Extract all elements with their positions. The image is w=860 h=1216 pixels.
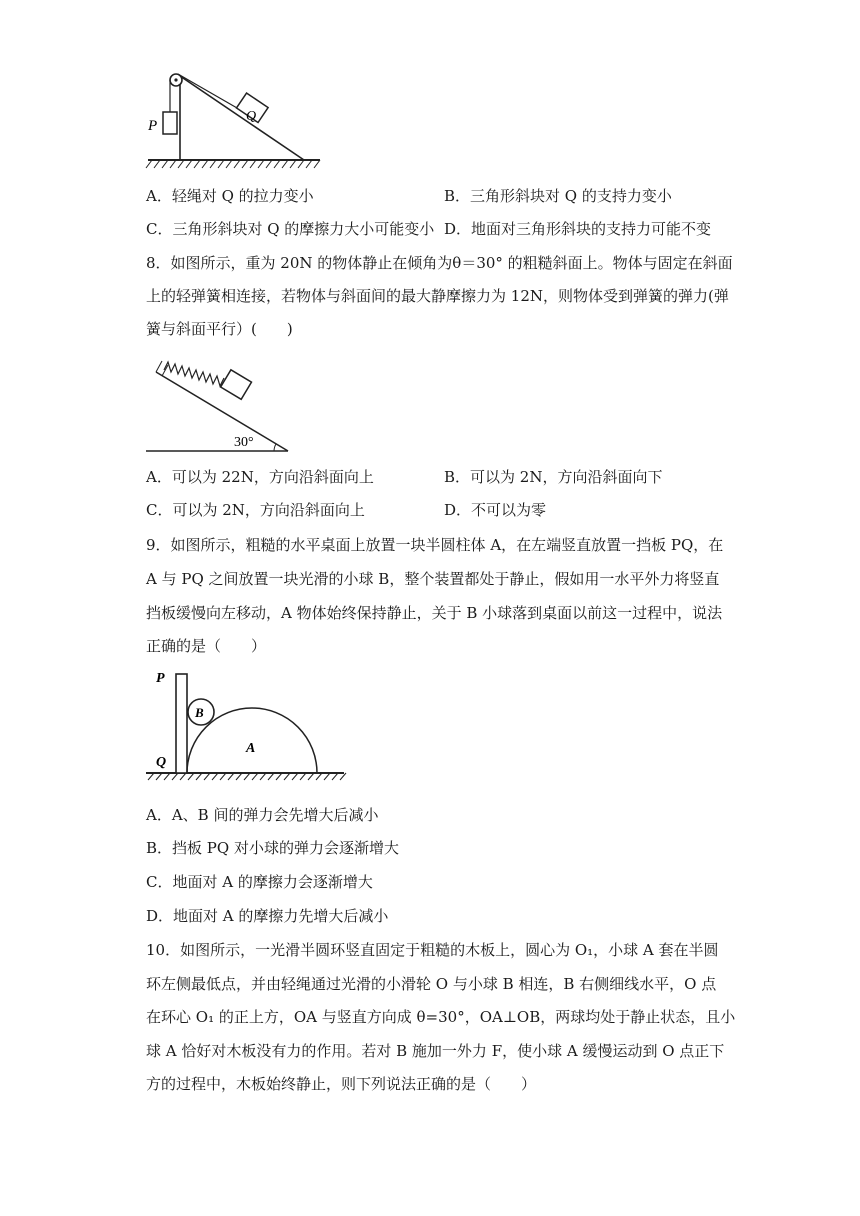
q9-stem-line-4: 正确的是（ ） xyxy=(146,637,267,655)
q9-label-b: B xyxy=(195,705,204,720)
q8-option-b: B．可以为 2N，方向沿斜面向下 xyxy=(444,468,663,486)
q9-label-p: P xyxy=(156,671,165,686)
q9-label-q: Q xyxy=(156,755,167,770)
q9-stem-line-2: A 与 PQ 之间放置一块光滑的小球 B，整个装置都处于静止，假如用一水平外力将竖直 xyxy=(146,570,720,588)
q10-stem-line-2: 环左侧最低点，并由轻绳通过光滑的小滑轮 O 与小球 B 相连，B 右侧细线水平，O 点 xyxy=(146,975,717,993)
q10-stem-line-3: 在环心 O₁ 的正上方，OA 与竖直方向成 θ=30°，OA⊥OB，两球均处于静止状态，且小 xyxy=(146,1008,736,1026)
q7-option-b: B．三角形斜块对 Q 的支持力变小 xyxy=(444,187,672,205)
q9-figure xyxy=(144,666,348,784)
q7-label-p: P xyxy=(148,118,158,134)
q10-stem-line-1: 10．如图所示，一光滑半圆环竖直固定于粗糙的木板上，圆心为 O₁，小球 A 套在半圆 xyxy=(146,941,719,959)
q9-option-d: D．地面对 A 的摩擦力先增大后减小 xyxy=(146,907,389,925)
q8-angle-label: 30° xyxy=(234,435,254,450)
q8-option-c: C．可以为 2N，方向沿斜面向上 xyxy=(146,501,365,519)
q10-stem-line-5: 方的过程中，木板始终静止，则下列说法正确的是（ ） xyxy=(146,1075,537,1093)
q7-figure xyxy=(144,66,324,170)
q9-option-c: C．地面对 A 的摩擦力会逐渐增大 xyxy=(146,873,373,891)
q7-option-d: D．地面对三角形斜块的支持力可能不变 xyxy=(444,220,712,238)
q9-option-b: B．挡板 PQ 对小球的弹力会逐渐增大 xyxy=(146,839,399,857)
q7-option-c: C．三角形斜块对 Q 的摩擦力大小可能变小 xyxy=(146,220,435,238)
q7-option-a: A．轻绳对 Q 的拉力变小 xyxy=(146,187,314,205)
q9-option-a: A．A、B 间的弹力会先增大后减小 xyxy=(146,806,379,824)
q7-label-q: Q xyxy=(246,109,257,124)
q9-stem-line-1: 9．如图所示，粗糙的水平桌面上放置一块半圆柱体 A，在左端竖直放置一挡板 PQ，在 xyxy=(146,536,724,554)
q8-stem-line-1: 8．如图所示，重为 20N 的物体静止在倾角为θ＝30° 的粗糙斜面上。物体与固定在斜面 xyxy=(146,254,733,272)
q8-option-a: A．可以为 22N，方向沿斜面向上 xyxy=(146,468,374,486)
q8-stem-line-3: 簧与斜面平行）( ) xyxy=(146,320,293,338)
q9-label-a: A xyxy=(246,741,256,756)
q9-stem-line-3: 挡板缓慢向左移动，A 物体始终保持静止，关于 B 小球落到桌面以前这一过程中，说法 xyxy=(146,604,723,622)
q10-stem-line-4: 球 A 恰好对木板没有力的作用。若对 B 施加一外力 F，使小球 A 缓慢运动到 O 点正下 xyxy=(146,1042,725,1060)
q8-option-d: D．不可以为零 xyxy=(444,501,547,519)
q8-stem-line-2: 上的轻弹簧相连接，若物体与斜面间的最大静摩擦力为 12N，则物体受到弹簧的弹力(弹 xyxy=(146,287,729,305)
q8-figure xyxy=(144,356,294,456)
